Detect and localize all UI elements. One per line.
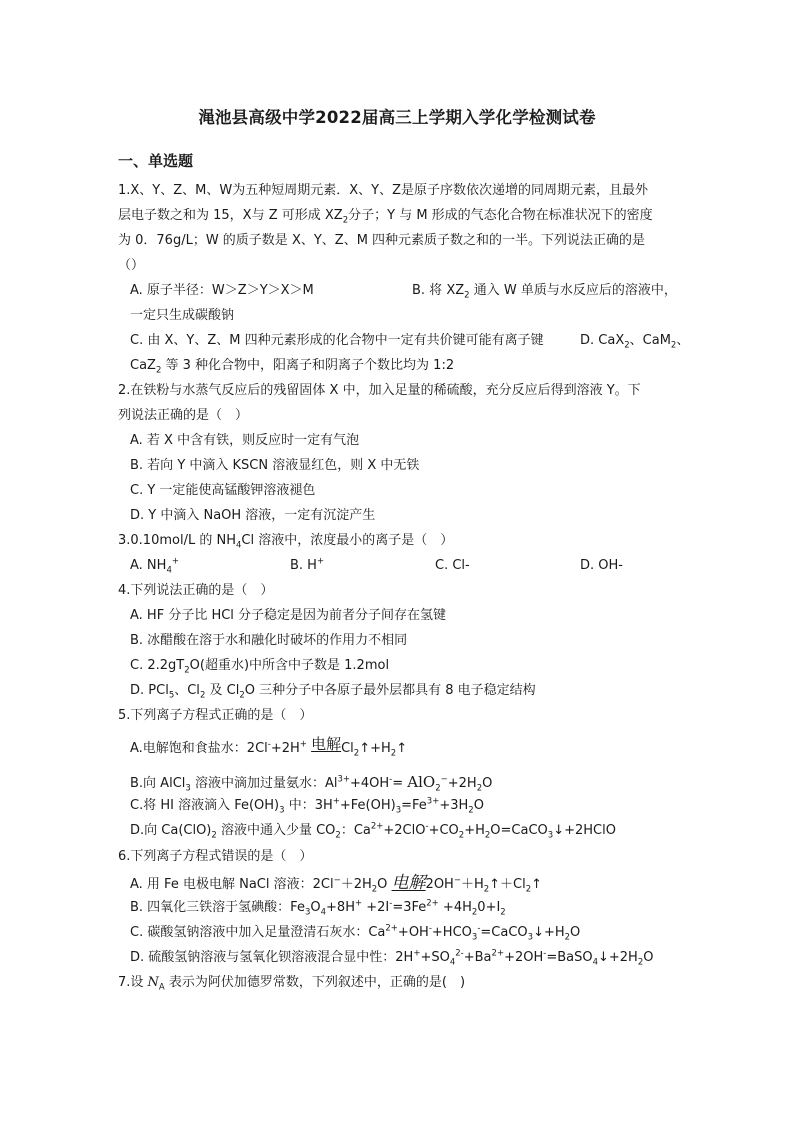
q5-option-a[interactable]: A.电解饱和食盐水：2Cl-+2H+ 电解$Cl_2↑+H_2↑$ xyxy=(130,735,408,759)
q1-line-2: 层电子数之和为 15，X与 Z 可形成 $XZ_2$分子；Y 与 M 形成的气态化合物在标准状况下的密度 xyxy=(118,208,653,226)
section-heading: 一、单选题 xyxy=(118,152,194,170)
q6-line-1: 6.下列离子方程式错误的是（ ） xyxy=(118,849,313,864)
q5-line-1: 5.下列离子方程式正确的是（ ） xyxy=(118,708,313,723)
q1-option-b[interactable]: B. 将 $XZ_2$ 通入 W 单质与水反应后的溶液中， xyxy=(412,283,677,301)
q3-option-c[interactable]: C. Cl- xyxy=(435,558,470,573)
q1-option-c[interactable]: C. 由 X、Y、Z、M 四种元素形成的化合物中一定有共价键可能有离子键 xyxy=(130,333,544,348)
q3-option-a[interactable]: A. $NH_4^+$ xyxy=(130,556,179,576)
q4-line-1: 4.下列说法正确的是（ ） xyxy=(118,583,274,598)
q7-line-1: 7.设 $N_A$ 表示为阿伏加德罗常数，下列叙述中，正确的是( ) xyxy=(118,975,466,993)
q3-option-b[interactable]: B. H+ xyxy=(290,556,325,573)
q6-option-a[interactable]: A. 用 Fe 电极电解 NaCl 溶液：$2Cl^-+2H_2O$ 电解$2OH^-+H_2↑+Cl_2↑$ xyxy=(130,873,543,895)
q4-option-c[interactable]: C. $2.2gT_2O$(超重水)中所含中子数是 1.2mol xyxy=(130,658,390,676)
q3-option-d[interactable]: D. OH- xyxy=(580,558,623,573)
q1-option-d-cont: CaZ$_2$ 等 3 种化合物中，阳离子和阴离子个数比均为 1:2 xyxy=(130,358,455,376)
q1-option-d[interactable]: D. CaX$_2$、CaM$_2$、 xyxy=(580,333,690,351)
q1-option-a[interactable]: A. 原子半径：W＞Z＞Y＞X＞M xyxy=(130,283,314,298)
q4-option-b[interactable]: B. 冰醋酸在溶于水和融化时破坏的作用力不相同 xyxy=(130,633,408,648)
q2-line-1: 2.在铁粉与水蒸气反应后的残留固体 X 中，加入足量的稀硫酸，充分反应后得到溶液 Y。下 xyxy=(118,383,641,398)
q1-line-4: （） xyxy=(118,258,145,273)
q2-option-d[interactable]: D. Y 中滴入 NaOH 溶液，一定有沉淀产生 xyxy=(130,508,376,523)
q2-line-2: 列说法正确的是（ ） xyxy=(118,408,249,423)
q6-option-b[interactable]: B. 四氧化三铁溶于氢碘酸：$Fe_3O_4+8H^+ +2I^-=3Fe^{2+} +4H_20+I_2$ xyxy=(130,898,506,918)
q4-option-a[interactable]: A. HF 分子比 HCl 分子稳定是因为前者分子间存在氢键 xyxy=(130,608,447,623)
q3-line-1: 3.0.10mol/L 的 $NH_4Cl$ 溶液中，浓度最小的离子是（ ） xyxy=(118,533,454,551)
q1-option-b-cont: 一定只生成碳酸钠 xyxy=(130,308,235,323)
q5-option-d[interactable]: D.向 $Ca(ClO)_2$ 溶液中通入少量 $CO_2$：$Ca^{2+}+2ClO^-+CO_2+H_2O=CaCO_3↓+2HClO$ xyxy=(130,821,616,841)
q4-option-d[interactable]: D. PCl$_5$、$Cl_2$ 及 $Cl_2O$ 三种分子中各原子最外层都具有 8 电子稳定结构 xyxy=(130,683,536,701)
page-title: 渑池县高级中学2022届高三上学期入学化学检测试卷 xyxy=(198,108,596,127)
q1-line-1: 1.X、Y、Z、M、W为五种短周期元素．X、Y、Z是原子序数依次递增的同周期元素，且最外 xyxy=(118,183,648,198)
q5-option-c[interactable]: C.将 HI 溶液滴入 $Fe(OH)_3$ 中：$3H^++Fe(OH)_3=Fe^{3+}+3H_2O$ xyxy=(130,796,484,816)
electrolysis-label: 电解 xyxy=(311,735,342,753)
q5-option-b[interactable]: B.向 AlCl$_3$ 溶液中滴加过量氨水：$Al^{3+}+4OH^-= AlO_2^-+2H_2O$ xyxy=(130,773,493,794)
q2-option-b[interactable]: B. 若向 Y 中滴入 KSCN 溶液显红色，则 X 中无铁 xyxy=(130,458,420,473)
electrolysis-label-2: 电解 xyxy=(391,873,426,893)
q1-line-3: 为 0．76g/L；W 的质子数是 X、Y、Z、M 四种元素质子数之和的一半。下列说法正确的是 xyxy=(118,233,646,248)
q6-option-c[interactable]: C. 碳酸氢钠溶液中加入足量澄清石灰水：$Ca^{2+}+OH^-+HCO_3^-=CaCO_3↓+H_2O$ xyxy=(130,923,581,943)
q2-option-c[interactable]: C. Y 一定能使高锰酸钾溶液褪色 xyxy=(130,483,316,498)
q6-option-d[interactable]: D. 硫酸氢钠溶液与氢氧化钡溶液混合显中性：$2H^++SO_4^{2-}+Ba^{2+}+2OH^-=BaSO_4↓+2H_2O$ xyxy=(130,948,654,968)
q2-option-a[interactable]: A. 若 X 中含有铁，则反应时一定有气泡 xyxy=(130,433,360,448)
